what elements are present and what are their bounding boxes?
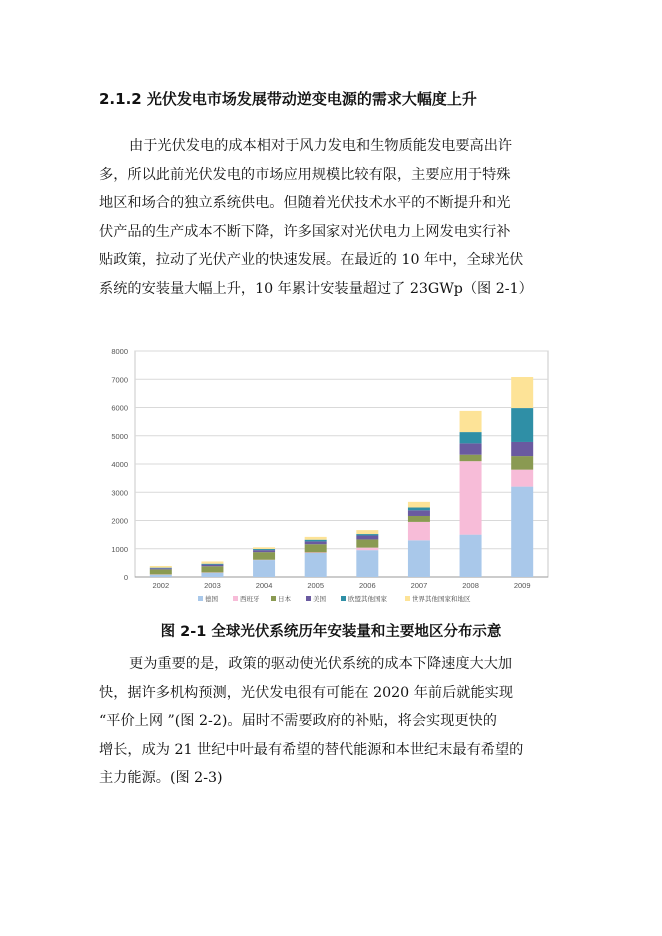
bar-segment: [460, 411, 482, 432]
bar-segment: [356, 548, 378, 551]
y-tick-label: 1000: [111, 544, 128, 554]
x-tick-label: 2006: [358, 581, 376, 590]
legend-swatch: [271, 596, 276, 601]
bar-segment: [511, 456, 533, 470]
bar-segment: [408, 502, 430, 508]
bar-segment: [305, 544, 327, 552]
bar-segment: [201, 561, 223, 563]
y-tick-label: 0: [123, 573, 128, 582]
bar-segment: [460, 461, 482, 534]
bar-segment: [356, 535, 378, 539]
y-tick-label: 7000: [111, 375, 128, 385]
legend-label: 西班牙: [240, 596, 260, 603]
x-tick-label: 2009: [513, 581, 531, 590]
bar-segment: [201, 564, 223, 565]
legend-label: 日本: [278, 596, 291, 603]
legend-label: 世界其他国家和地区: [412, 596, 471, 603]
x-tick-label: 2002: [152, 581, 170, 590]
legend-swatch: [341, 596, 346, 601]
figure-caption: 图 2-1 全球光伏系统历年安装量和主要地区分布示意: [160, 624, 502, 640]
bar-segment: [150, 575, 172, 577]
bar-segment: [201, 566, 223, 572]
bar-segment: [253, 552, 275, 560]
paragraph-line: 贴政策，拉动了光伏产业的快速发展。在最近的 10 年中，全球光伏: [99, 252, 524, 269]
bar-segment: [356, 534, 378, 535]
bar-segment: [305, 552, 327, 553]
bar-segment: [201, 565, 223, 567]
bar-segment: [511, 470, 533, 487]
x-tick-label: 2004: [255, 581, 273, 590]
paragraph-line: 增长，成为 21 世纪中叶最有希望的替代能源和本世纪末最有希望的: [99, 741, 524, 758]
bar-segment: [150, 566, 172, 568]
bar-segment: [150, 568, 172, 569]
x-tick-label: 2007: [410, 581, 428, 590]
paragraph-line: 系统的安装量大幅上升，10 年累计安装量超过了 23GWp（图 2-1）: [99, 280, 533, 297]
bar-segment: [511, 487, 533, 577]
bar-segment: [253, 560, 275, 577]
bar-segment: [460, 455, 482, 461]
y-tick-label: 3000: [111, 488, 128, 498]
paragraph-line: 伏产品的生产成本不断下降，许多国家对光伏电力上网发电实行补: [99, 223, 511, 240]
bar-segment: [356, 530, 378, 534]
y-tick-label: 5000: [111, 431, 128, 441]
y-tick-label: 2000: [111, 516, 128, 526]
bar-segment: [150, 569, 172, 574]
bar-segment: [408, 516, 430, 522]
legend-label: 德国: [205, 596, 218, 603]
paragraph-line: 更为重要的是，政策的驱动使光伏系统的成本下降速度大大加: [129, 656, 513, 672]
bar-segment: [511, 377, 533, 408]
y-tick-label: 4000: [111, 460, 128, 469]
legend-label: 欧盟其他国家: [348, 596, 387, 603]
legend-swatch: [306, 596, 311, 601]
legend-swatch: [233, 596, 238, 601]
x-tick-label: 2008: [462, 581, 479, 590]
legend-label: 美国: [313, 596, 326, 603]
paragraph-1: [99, 132, 569, 304]
bar-segment: [511, 408, 533, 442]
bar-segment: [408, 508, 430, 511]
bar-segment: [408, 540, 430, 577]
bar-segment: [305, 553, 327, 577]
paragraph-line: 多，所以此前光伏发电的市场应用规模比较有限，主要应用于特殊: [99, 166, 511, 183]
bar-segment: [460, 443, 482, 454]
bar-segment: [305, 537, 327, 540]
bar-segment: [305, 540, 327, 542]
paragraph-line: 地区和场合的独立系统供电。但随着光伏技术水平的不断提升和光: [99, 195, 511, 212]
bar-segment: [305, 541, 327, 544]
installation-chart: [100, 342, 560, 612]
paragraph-line: “平价上网 ”(图 2-2)。届时不需要政府的补贴，将会实现更快的: [99, 713, 497, 730]
paragraph-line: 由于光伏发电的成本相对于风力发电和生物质能发电要高出许: [129, 138, 513, 154]
y-tick-label: 6000: [111, 403, 128, 413]
paragraph-line: 主力能源。(图 2-3): [99, 770, 223, 787]
chart-svg: [100, 342, 560, 612]
bar-segment: [408, 522, 430, 540]
bar-segment: [253, 547, 275, 549]
bar-segment: [356, 539, 378, 547]
bar-segment: [460, 432, 482, 443]
bar-segment: [356, 550, 378, 577]
bar-segment: [511, 442, 533, 456]
bar-segment: [201, 573, 223, 577]
bar-segment: [460, 535, 482, 577]
paragraph-line: 快，据许多机构预测，光伏发电很有可能在 2020 年前后就能实现: [99, 684, 514, 701]
y-tick-label: 8000: [111, 347, 128, 356]
bar-segment: [253, 549, 275, 550]
section-heading: 2.1.2 光伏发电市场发展带动逆变电源的需求大幅度上升: [99, 90, 477, 108]
x-tick-label: 2005: [307, 581, 325, 590]
bar-segment: [253, 550, 275, 552]
bar-segment: [408, 510, 430, 516]
legend-swatch: [198, 596, 203, 601]
bar-segment: [150, 568, 172, 569]
paragraph-2: [99, 650, 569, 793]
x-tick-label: 2003: [204, 581, 221, 590]
legend-swatch: [405, 596, 410, 601]
